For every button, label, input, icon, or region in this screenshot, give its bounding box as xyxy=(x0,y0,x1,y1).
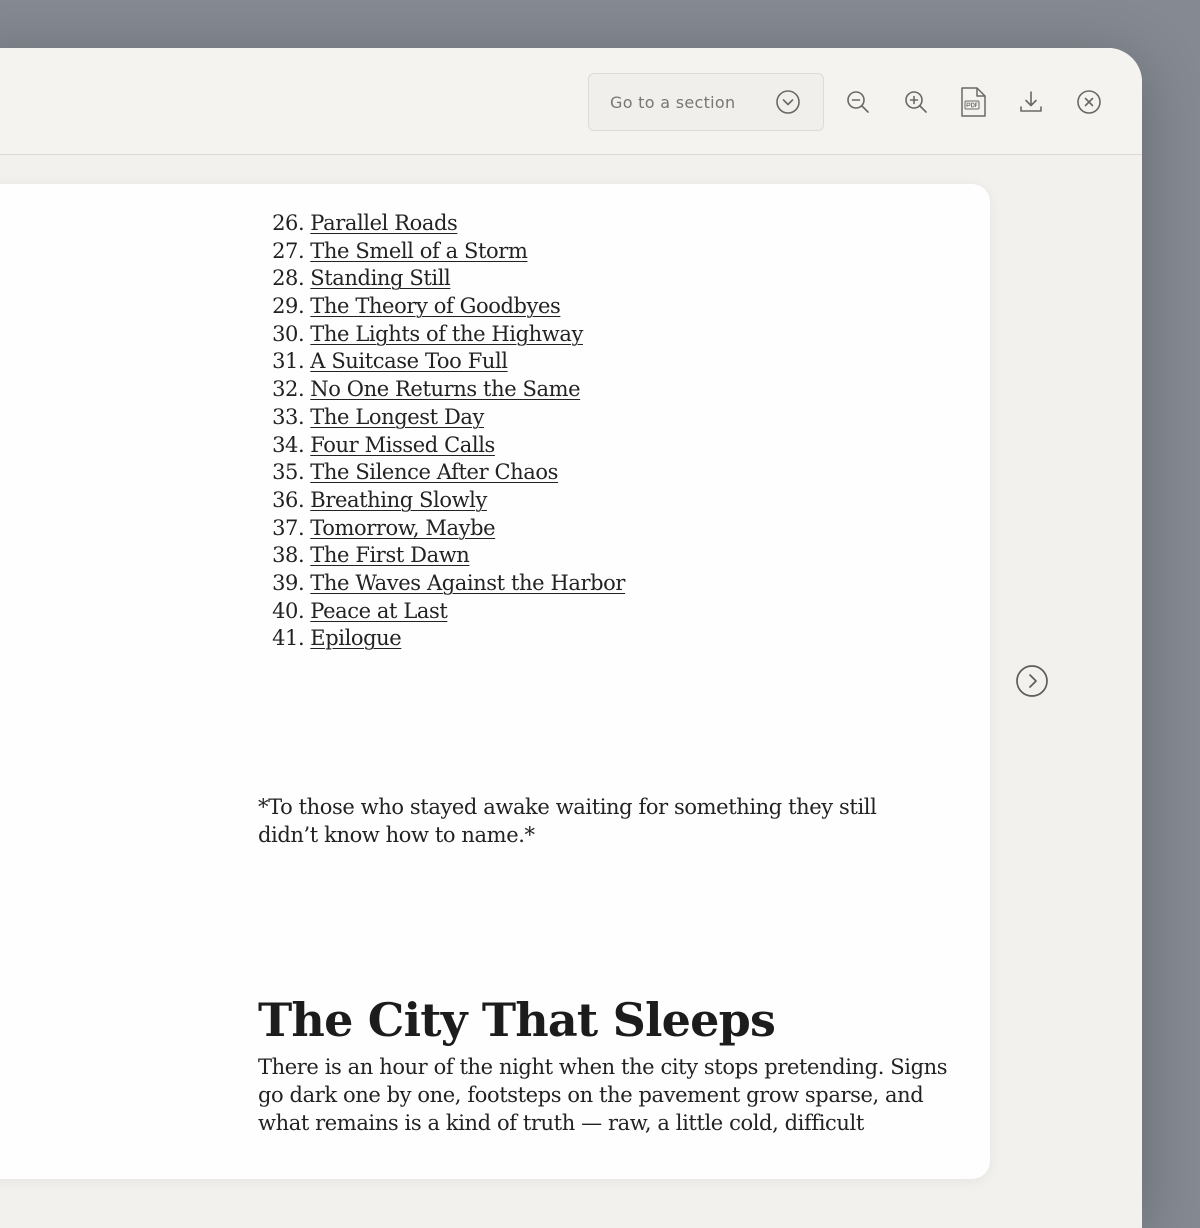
toc-item: 34 . Four Missed Calls xyxy=(258,432,938,460)
toc-item: 29 . The Theory of Goodbyes xyxy=(258,293,938,321)
toc-item: 41 . Epilogue xyxy=(258,625,938,653)
toc-item: 30 . The Lights of the Highway xyxy=(258,321,938,349)
dedication-text: *To those who stayed awake waiting for something they still didn’t know how to name.* xyxy=(258,795,877,847)
toc-link[interactable]: The Longest Day xyxy=(310,404,485,429)
toc-link[interactable]: Standing Still xyxy=(310,266,451,291)
section-select[interactable] xyxy=(588,73,824,131)
toc-item-number: 27 xyxy=(272,238,298,263)
toc-item-number: 40 xyxy=(272,598,298,623)
toc-item-number: 33 xyxy=(272,404,298,429)
toc-link[interactable]: Parallel Roads xyxy=(310,211,458,235)
toc-item: 32 . No One Returns the Same xyxy=(258,376,938,404)
toolbar xyxy=(0,48,1142,155)
toc-link[interactable]: Four Missed Calls xyxy=(310,432,495,457)
toc-item-number: 35 xyxy=(272,460,298,485)
toc-item: 28 . Standing Still xyxy=(258,265,938,293)
toc-link[interactable]: The Silence After Chaos xyxy=(310,460,559,485)
toc-item-number: 30 xyxy=(272,321,298,346)
toc-link[interactable]: Breathing Slowly xyxy=(310,487,487,512)
toc-link[interactable]: The Smell of a Storm xyxy=(310,238,528,263)
toc-link[interactable]: Peace at Last xyxy=(310,598,448,623)
toc-item-number: 32 xyxy=(272,377,298,402)
chevron-down-icon xyxy=(775,89,801,115)
toc-link[interactable]: Epilogue xyxy=(310,626,402,651)
toc-link[interactable]: The Waves Against the Harbor xyxy=(310,570,626,595)
toc-item-number: 34 xyxy=(272,432,298,457)
table-of-contents xyxy=(258,210,938,653)
toc-item: 33 . The Longest Day xyxy=(258,404,938,432)
toc-item: 37 . Tomorrow, Maybe xyxy=(258,515,938,543)
chapter-title: The City That Sleeps xyxy=(258,993,776,1047)
toc-item: 40 . Peace at Last xyxy=(258,598,938,626)
toc-item-number: 29 xyxy=(272,294,298,319)
zoom-in-icon[interactable] xyxy=(900,86,932,118)
document-viewer-window xyxy=(0,48,1142,1228)
toc-item-number: 38 xyxy=(272,543,298,568)
section-select-placeholder: Go to a section xyxy=(610,92,736,112)
toc-item: 27 . The Smell of a Storm xyxy=(258,238,938,266)
toc-link[interactable]: A Suitcase Too Full xyxy=(310,349,508,374)
toc-item-number: 37 xyxy=(272,515,298,540)
toc-item: 35 . The Silence After Chaos xyxy=(258,459,938,487)
next-page-button[interactable] xyxy=(1014,665,1050,701)
toc-item-number: 28 xyxy=(272,266,298,291)
toc-link[interactable]: The Theory of Goodbyes xyxy=(310,294,561,319)
pdf-icon[interactable] xyxy=(957,86,989,118)
zoom-out-icon[interactable] xyxy=(842,86,874,118)
toc-item-number: 36 xyxy=(272,487,298,512)
chapter-body: There is an hour of the night when the city stops pretending. Signs go dark one by one, footsteps on the pavement grow sparse, and what remains is a kind of truth — raw, a little cold, difficult xyxy=(258,1055,948,1135)
download-icon[interactable] xyxy=(1015,86,1047,118)
toc-link[interactable]: Tomorrow, Maybe xyxy=(310,515,496,540)
chevron-right-icon xyxy=(1015,664,1049,703)
toc-item-number: 26 xyxy=(272,211,298,235)
toc-item: 36 . Breathing Slowly xyxy=(258,487,938,515)
toc-item-number: 41 xyxy=(272,626,298,651)
toc-item: 39 . The Waves Against the Harbor xyxy=(258,570,938,598)
toc-item: 38 . The First Dawn xyxy=(258,542,938,570)
toc-item-number: 31 xyxy=(272,349,298,374)
toc-item: 26 . Parallel Roads xyxy=(258,210,938,238)
toc-item: 31 . A Suitcase Too Full xyxy=(258,348,938,376)
toc-link[interactable]: The Lights of the Highway xyxy=(310,321,583,346)
close-icon[interactable] xyxy=(1073,86,1105,118)
toc-link[interactable]: The First Dawn xyxy=(310,543,470,568)
document-page xyxy=(0,184,990,1179)
toc-item-number: 39 xyxy=(272,570,298,595)
page-content xyxy=(258,210,948,1135)
toc-link[interactable]: No One Returns the Same xyxy=(310,377,581,402)
